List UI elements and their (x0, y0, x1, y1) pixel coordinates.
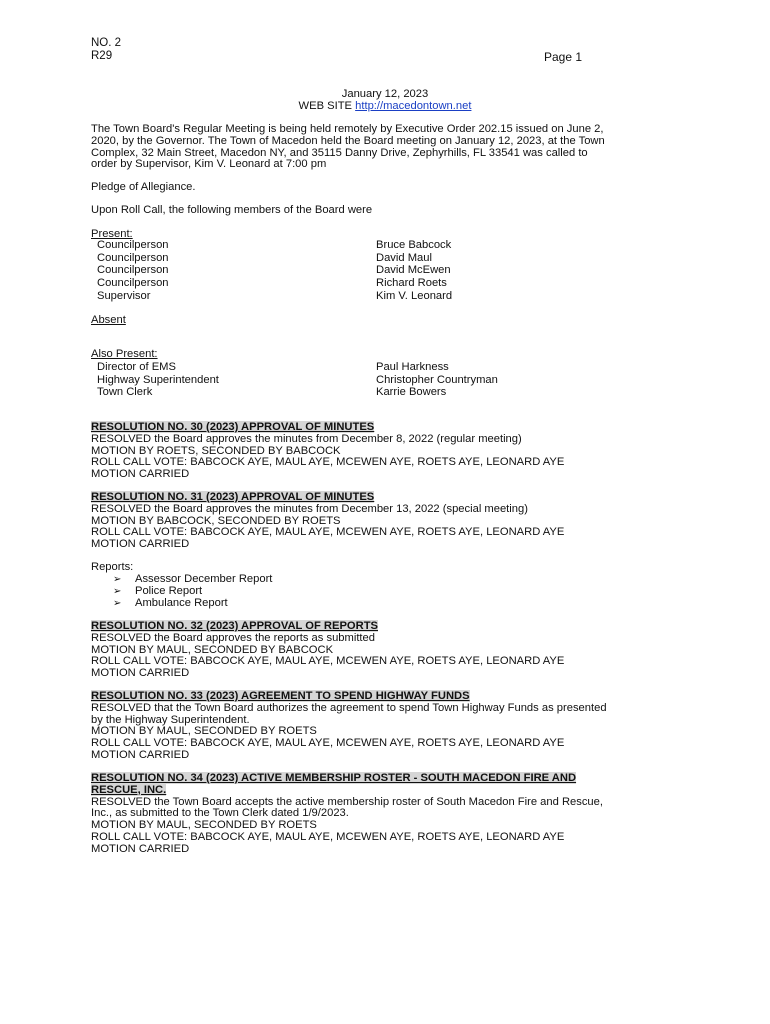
resolution-line: MOTION CARRIED (91, 748, 190, 761)
report-name: Police Report (135, 584, 203, 597)
document-header (91, 37, 121, 63)
pledge-text: Pledge of Allegiance. (91, 181, 196, 193)
document-code: R29 (91, 50, 113, 62)
reports-list (113, 574, 272, 609)
member-name: David Maul (376, 252, 432, 264)
member-title: Councilperson (97, 252, 169, 264)
member-name: Richard Roets (376, 277, 447, 289)
also-present-label: Also Present: (91, 348, 158, 360)
present-member-row (97, 239, 697, 251)
present-label: Present: (91, 228, 133, 240)
intro-line: order by Supervisor, Kim V. Leonard at 7:00 pm (91, 158, 327, 171)
staff-name: Christopher Countryman (376, 374, 498, 386)
resolution-line: RESOLVED the Town Board accepts the active membership roster of South Macedon Fire and Rescue, (91, 795, 603, 808)
resolution-line: ROLL CALL VOTE: BABCOCK AYE, MAUL AYE, MCEWEN AYE, ROETS AYE, LEONARD AYE (91, 456, 565, 469)
staff-name: Karrie Bowers (376, 386, 447, 398)
member-title: Councilperson (97, 239, 169, 251)
resolution-heading: RESOLUTION NO. 31 (2023) APPROVAL OF MINUTES (91, 491, 375, 503)
resolution-line: MOTION CARRIED (91, 667, 190, 680)
resolution-30 (91, 422, 681, 481)
resolution-line: MOTION BY MAUL, SECONDED BY ROETS (91, 819, 317, 832)
resolution-line: MOTION BY MAUL, SECONDED BY ROETS (91, 725, 317, 738)
page-number: Page 1 (544, 50, 583, 64)
resolution-heading: RESOLUTION NO. 34 (2023) ACTIVE MEMBERSHIP ROSTER - SOUTH MACEDON FIRE AND (91, 772, 577, 784)
resolution-line: by the Highway Superintendent. (91, 713, 250, 726)
resolution-heading-continued: RESCUE, INC. (91, 783, 167, 796)
arrow-bullet-icon: ➢ (113, 597, 122, 609)
report-name: Ambulance Report (135, 596, 228, 609)
resolution-33 (91, 691, 681, 762)
resolution-line: ROLL CALL VOTE: BABCOCK AYE, MAUL AYE, MCEWEN AYE, ROETS AYE, LEONARD AYE (91, 737, 565, 750)
resolution-line: RESOLVED the Board approves the minutes from December 8, 2022 (regular meeting) (91, 432, 522, 445)
reports-label: Reports: (91, 561, 134, 573)
resolution-heading: RESOLUTION NO. 32 (2023) APPROVAL OF REPORTS (91, 620, 378, 632)
intro-line: Complex, 32 Main Street, Macedon NY, and 35115 Danny Drive, Zephyrhills, FL 33541 was called to (91, 146, 588, 159)
resolution-line: MOTION BY BABCOCK, SECONDED BY ROETS (91, 514, 341, 527)
arrow-bullet-icon: ➢ (113, 574, 122, 585)
absent-label: Absent (91, 314, 126, 326)
website-link[interactable]: http://macedontown.net (355, 100, 472, 112)
intro-line: The Town Board's Regular Meeting is being held remotely by Executive Order 202.15 issued on June 2, (91, 123, 604, 135)
member-name: David McEwen (376, 264, 451, 276)
resolution-line: ROLL CALL VOTE: BABCOCK AYE, MAUL AYE, MCEWEN AYE, ROETS AYE, LEONARD AYE (91, 830, 565, 843)
resolution-line: ROLL CALL VOTE: BABCOCK AYE, MAUL AYE, MCEWEN AYE, ROETS AYE, LEONARD AYE (91, 655, 565, 668)
website-label: WEB SITE (298, 100, 356, 112)
also-present-row (97, 386, 697, 398)
resolution-32 (91, 621, 681, 680)
staff-title: Director of EMS (97, 361, 176, 373)
resolution-line: RESOLVED the Board approves the minutes from December 13, 2022 (special meeting) (91, 502, 528, 515)
resolution-heading: RESOLUTION NO. 33 (2023) AGREEMENT TO SPEND HIGHWAY FUNDS (91, 690, 470, 702)
resolution-line: ROLL CALL VOTE: BABCOCK AYE, MAUL AYE, MCEWEN AYE, ROETS AYE, LEONARD AYE (91, 526, 565, 539)
meeting-date: January 12, 2023 (341, 88, 429, 100)
staff-title: Highway Superintendent (97, 374, 219, 386)
staff-name: Paul Harkness (376, 361, 449, 373)
also-present-row (97, 374, 697, 386)
arrow-bullet-icon: ➢ (113, 585, 122, 597)
roll-call-text: Upon Roll Call, the following members of the Board were (91, 204, 373, 216)
member-title: Councilperson (97, 277, 169, 289)
report-name: Assessor December Report (135, 573, 273, 585)
member-title: Councilperson (97, 264, 169, 276)
also-present-row (97, 361, 697, 373)
present-member-row (97, 290, 697, 302)
resolution-heading: RESOLUTION NO. 30 (2023) APPROVAL OF MINUTES (91, 421, 375, 433)
resolution-line: MOTION CARRIED (91, 842, 190, 855)
resolution-34 (91, 773, 681, 856)
intro-paragraph (91, 124, 691, 171)
resolution-line: MOTION CARRIED (91, 538, 190, 551)
document-number: NO. 2 (91, 37, 122, 49)
present-member-row (97, 277, 697, 289)
resolution-line: MOTION BY ROETS, SECONDED BY BABCOCK (91, 444, 341, 457)
member-title: Supervisor (97, 290, 151, 302)
resolution-line: RESOLVED that the Town Board authorizes the agreement to spend Town Highway Funds as presented (91, 701, 607, 714)
resolution-line: Inc., as submitted to the Town Clerk dated 1/9/2023. (91, 807, 349, 820)
member-name: Bruce Babcock (376, 239, 452, 251)
resolution-31 (91, 492, 681, 551)
resolution-line: MOTION BY MAUL, SECONDED BY BABCOCK (91, 643, 334, 656)
member-name: Kim V. Leonard (376, 290, 453, 302)
intro-line: 2020, by the Governor. The Town of Macedon held the Board meeting on January 12, 2023, at the Town (91, 134, 605, 147)
list-item (113, 598, 272, 610)
staff-title: Town Clerk (97, 386, 153, 398)
resolution-line: RESOLVED the Board approves the reports as submitted (91, 631, 375, 644)
website-line (0, 100, 770, 113)
resolution-line: MOTION CARRIED (91, 468, 190, 481)
present-member-row (97, 252, 697, 264)
present-member-row (97, 264, 697, 276)
